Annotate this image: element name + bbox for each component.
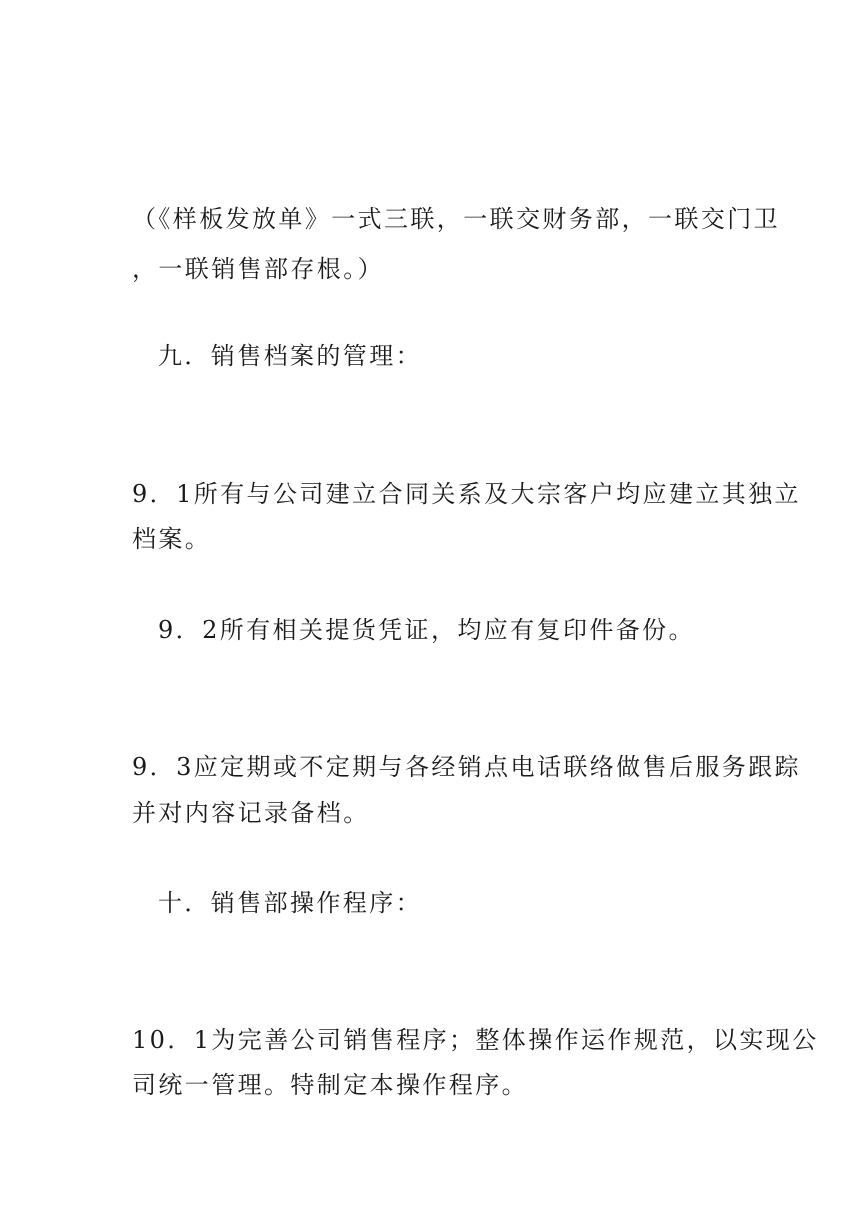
clause-9-3-line-1: 9．3应定期或不定期与各经销点电话联络做售后服务跟踪 xyxy=(132,753,801,781)
section-heading-ten: 十．销售部操作程序： xyxy=(158,889,422,917)
clause-9-3-line-2: 并对内容记录备档。 xyxy=(132,799,370,827)
clause-9-2: 9．2所有相关提货凭证，均应有复印件备份。 xyxy=(158,616,695,644)
clause-10-1-line-1: 10．1为完善公司销售程序；整体操作运作规范，以实现公 xyxy=(132,1026,819,1054)
clause-10-1-line-2: 司统一管理。特制定本操作程序。 xyxy=(132,1071,528,1099)
section-heading-nine: 九．销售档案的管理： xyxy=(158,342,422,370)
paragraph-sample-form-line-1: （《样板发放单》一式三联，一联交财务部，一联交门卫 xyxy=(132,205,780,233)
paragraph-sample-form-line-2: ，一联销售部存根。） xyxy=(132,255,384,283)
clause-9-1-line-2: 档案。 xyxy=(132,525,212,553)
clause-9-1-line-1: 9．1所有与公司建立合同关系及大宗客户均应建立其独立 xyxy=(132,480,801,508)
